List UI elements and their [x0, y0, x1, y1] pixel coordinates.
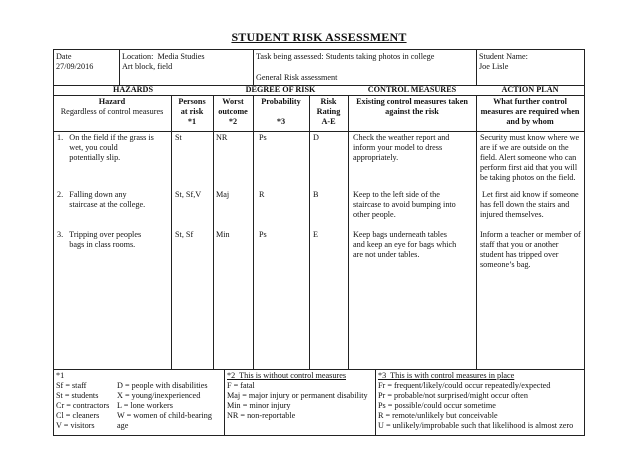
row3-worst: Min: [216, 230, 230, 239]
col-divider-hazard: [171, 95, 172, 369]
row3-rating: E: [313, 230, 319, 239]
row1-persons: St: [175, 133, 182, 142]
page-title: STUDENT RISK ASSESSMENT: [231, 30, 407, 44]
legend-key1-title: *1: [56, 371, 65, 380]
column-header-divider: [53, 131, 585, 132]
table-border-right: [584, 49, 585, 436]
legend-key1-left: Sf = staff St = students Cr = contractors Cl = cleaners V = visitors: [56, 381, 110, 430]
header-col-divider: [253, 49, 254, 85]
row3-probability: Ps: [259, 230, 267, 239]
legend-key2-body: F = fatal Maj = major injury or permanent disability Min = minor injury NR = non-reportable: [227, 381, 368, 420]
legend-key2-title: *2 This is without control measures: [227, 371, 347, 380]
section-degree-of-risk: DEGREE OF RISK: [245, 85, 316, 94]
table-border-bottom: [53, 435, 585, 436]
col-divider-worst: [253, 95, 254, 369]
row1-worst: NR: [216, 133, 228, 142]
col-header-probability: Probability: [261, 97, 301, 106]
student-name-label: Student Name:: [479, 52, 528, 61]
row2-rating: B: [313, 190, 319, 199]
location-line-2: Art block, field: [122, 62, 173, 71]
legend-divider: [53, 369, 585, 370]
section-control-measures: CONTROL MEASURES: [367, 85, 457, 94]
col-divider-persons: [213, 95, 214, 369]
legend-key3-body: Fr = frequent/likely/could occur repeatedly/expected Pr = probable/not surprised/might occur often Ps = possible/could occur sometime R = remote/unlikely but conceivable U = unlikely/improbable such that likelihood is almost zero: [378, 381, 574, 430]
legend-key3-title: *3 This is with control measures in place: [378, 371, 515, 380]
section-divider: [53, 95, 585, 96]
col-divider-rating: [348, 95, 349, 369]
header-col-divider: [476, 49, 477, 85]
section-hazards: HAZARDS: [112, 85, 154, 94]
legend-col-divider: [375, 369, 376, 435]
general-assessment: General Risk assessment: [256, 73, 338, 82]
row1-further: Security must know where we are if we are outside on the field. Alert someone who can perform first aid that you will be taking photos on the field.: [480, 133, 580, 182]
section-action-plan: ACTION PLAN: [501, 85, 559, 94]
col-header-hazard: Hazard: [98, 97, 126, 106]
date-label: Date: [56, 52, 72, 61]
header-col-divider: [119, 49, 120, 85]
row2-hazard: 2. Falling down any staircase at the college.: [57, 190, 146, 209]
col-header-further: What further control measures are required when and by whom: [480, 97, 580, 126]
row2-existing: Keep to the left side of the staircase to avoid bumping into other people.: [353, 190, 456, 219]
row2-probability: R: [259, 190, 265, 199]
risk-assessment-table: [53, 49, 585, 436]
location-line-1: Location: Media Studies: [122, 52, 205, 61]
row1-probability: Ps: [259, 133, 267, 142]
row1-existing: Check the weather report and inform your model to dress appropriately.: [353, 133, 450, 162]
row2-persons: St, Sf,V: [175, 190, 202, 199]
row2-worst: Maj: [216, 190, 230, 199]
table-border-top: [53, 49, 585, 50]
row3-hazard: 3. Tripping over peoples bags in class rooms.: [57, 230, 142, 249]
col-header-existing: Existing control measures taken against the risk: [356, 97, 468, 116]
legend-key1-right: D = people with disabilities X = young/inexperienced L = lone workers W = women of child-bearing age: [117, 381, 212, 430]
col-header-worst: Worst outcome *2: [218, 97, 248, 126]
row3-further: Inform a teacher or member of staff that you or another student has tripped over someone’s bag.: [480, 230, 581, 269]
col-header-risk-rating: Risk Rating A-E: [316, 97, 341, 126]
col-divider-probability: [309, 95, 310, 369]
legend-col-divider: [224, 369, 225, 435]
task-assessed: Task being assessed: Students taking photos in college: [256, 52, 435, 61]
row2-further: Let first aid know if someone has fell down the stairs and injured themselves.: [480, 190, 579, 219]
col-header-probability-note: *3: [276, 117, 286, 126]
row1-rating: D: [313, 133, 319, 142]
col-divider-existing: [476, 95, 477, 369]
row3-existing: Keep bags underneath tables and keep an eye for bags which are not under tables.: [353, 230, 457, 259]
date-value: 27/09/2016: [56, 62, 94, 71]
col-header-persons: Persons at risk *1: [178, 97, 206, 126]
row1-hazard: 1. On the field if the grass is wet, you could potentially slip.: [57, 133, 154, 162]
col-header-hazard-sub: Regardless of control measures: [60, 107, 164, 116]
row3-persons: St, Sf: [175, 230, 194, 239]
student-name-value: Joe Lisle: [479, 62, 509, 71]
